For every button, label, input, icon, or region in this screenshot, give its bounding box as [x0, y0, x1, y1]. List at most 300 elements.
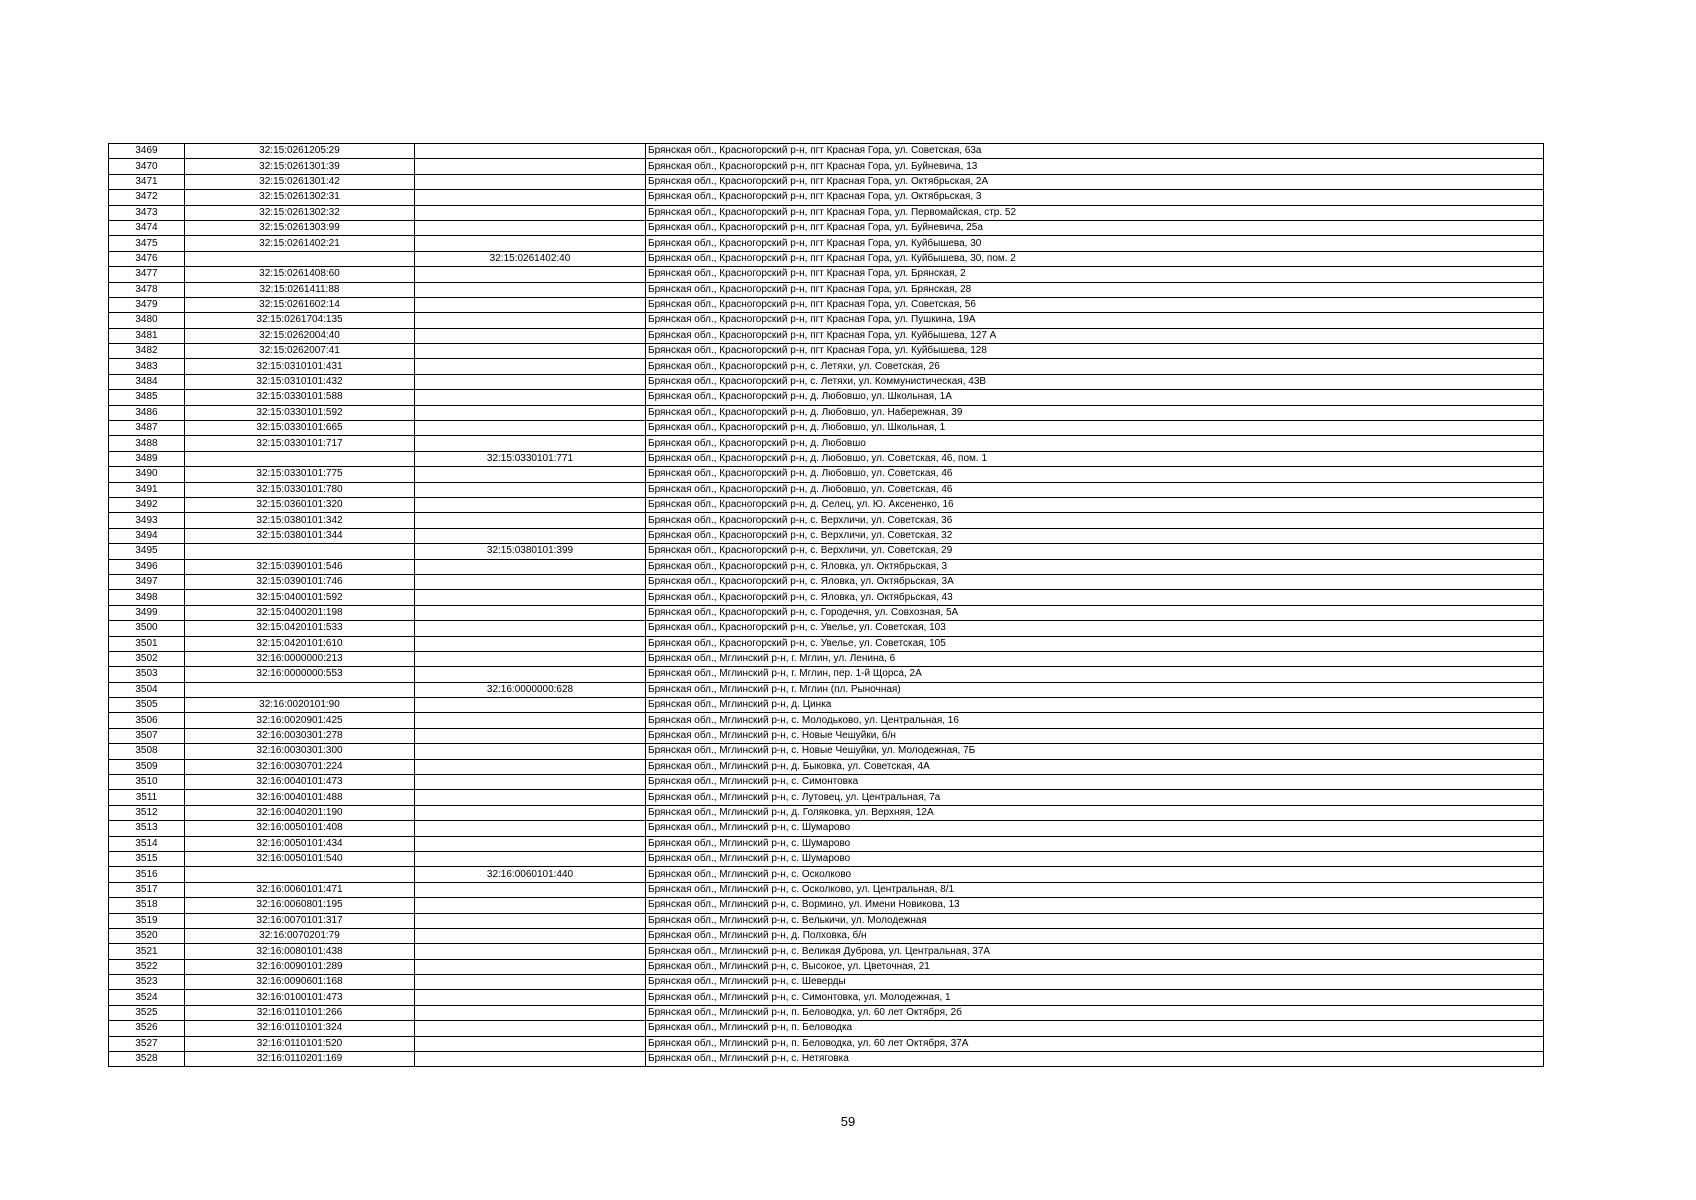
row-number-cell: 3500: [109, 621, 185, 636]
address-cell: Брянская обл., Красногорский р-н, пгт Красная Гора, ул. Первомайская, стр. 52: [646, 205, 1544, 220]
cadastral-number-alt-cell: [415, 190, 646, 205]
row-number-cell: 3488: [109, 436, 185, 451]
cadastral-number-cell: 32:15:0420101:533: [185, 621, 415, 636]
address-cell: Брянская обл., Мглинский р-н, г. Мглин (пл. Рыночная): [646, 682, 1544, 697]
table-row: [109, 728, 1544, 743]
address-cell: Брянская обл., Красногорский р-н, пгт Красная Гора, ул. Октябрьская, 3: [646, 190, 1544, 205]
row-number-cell: 3495: [109, 544, 185, 559]
row-number-cell: 3520: [109, 928, 185, 943]
address-cell: Брянская обл., Красногорский р-н, с. Яловка, ул. Октябрьская, 3: [646, 559, 1544, 574]
address-cell: Брянская обл., Красногорский р-н, с. Верхличи, ул. Советская, 36: [646, 513, 1544, 528]
table-row: [109, 682, 1544, 697]
cadastral-number-alt-cell: [415, 1005, 646, 1020]
table-row: [109, 821, 1544, 836]
cadastral-number-cell: 32:16:0040201:190: [185, 805, 415, 820]
row-number-cell: 3518: [109, 898, 185, 913]
table-row: [109, 144, 1544, 159]
row-number-cell: 3471: [109, 174, 185, 189]
table-row: [109, 436, 1544, 451]
cadastral-number-alt-cell: [415, 513, 646, 528]
table-row: [109, 667, 1544, 682]
table-row: [109, 836, 1544, 851]
cadastral-number-cell: 32:15:0380101:344: [185, 528, 415, 543]
cadastral-number-alt-cell: [415, 698, 646, 713]
row-number-cell: 3473: [109, 205, 185, 220]
cadastral-number-cell: 32:15:0261301:42: [185, 174, 415, 189]
cadastral-number-alt-cell: [415, 159, 646, 174]
table-row: [109, 928, 1544, 943]
cadastral-number-alt-cell: [415, 421, 646, 436]
row-number-cell: 3511: [109, 790, 185, 805]
cadastral-number-alt-cell: [415, 713, 646, 728]
cadastral-number-cell: 32:15:0360101:320: [185, 497, 415, 512]
row-number-cell: 3489: [109, 451, 185, 466]
table-row: [109, 328, 1544, 343]
cadastral-number-cell: 32:16:0020901:425: [185, 713, 415, 728]
table-row: [109, 205, 1544, 220]
row-number-cell: 3528: [109, 1052, 185, 1067]
row-number-cell: 3493: [109, 513, 185, 528]
table-row: [109, 944, 1544, 959]
cadastral-number-alt-cell: 32:16:0000000:628: [415, 682, 646, 697]
cadastral-number-cell: 32:16:0000000:553: [185, 667, 415, 682]
row-number-cell: 3482: [109, 344, 185, 359]
cadastral-number-alt-cell: [415, 236, 646, 251]
cadastral-number-alt-cell: [415, 975, 646, 990]
cadastral-number-alt-cell: [415, 821, 646, 836]
row-number-cell: 3509: [109, 759, 185, 774]
cadastral-number-alt-cell: [415, 928, 646, 943]
table-row: [109, 713, 1544, 728]
cadastral-number-cell: [185, 682, 415, 697]
row-number-cell: 3515: [109, 851, 185, 866]
cadastral-number-cell: 32:16:0110101:266: [185, 1005, 415, 1020]
cadastral-number-alt-cell: [415, 359, 646, 374]
address-cell: Брянская обл., Мглинский р-н, с. Новые Чешуйки, ул. Молодежная, 7Б: [646, 744, 1544, 759]
table-row: [109, 421, 1544, 436]
row-number-cell: 3498: [109, 590, 185, 605]
cadastral-number-alt-cell: [415, 482, 646, 497]
cadastral-number-alt-cell: [415, 390, 646, 405]
row-number-cell: 3475: [109, 236, 185, 251]
cadastral-number-cell: 32:15:0420101:610: [185, 636, 415, 651]
row-number-cell: 3477: [109, 267, 185, 282]
address-cell: Брянская обл., Мглинский р-н, с. Лутовец, ул. Центральная, 7а: [646, 790, 1544, 805]
cadastral-number-cell: 32:16:0090601:168: [185, 975, 415, 990]
cadastral-number-alt-cell: 32:16:0060101:440: [415, 867, 646, 882]
cadastral-number-cell: 32:15:0261408:60: [185, 267, 415, 282]
row-number-cell: 3494: [109, 528, 185, 543]
row-number-cell: 3516: [109, 867, 185, 882]
table-row: [109, 451, 1544, 466]
cadastral-number-alt-cell: [415, 267, 646, 282]
cadastral-number-alt-cell: [415, 1021, 646, 1036]
table-row: [109, 390, 1544, 405]
cadastral-number-alt-cell: [415, 528, 646, 543]
cadastral-number-cell: [185, 867, 415, 882]
cadastral-number-alt-cell: [415, 282, 646, 297]
row-number-cell: 3523: [109, 975, 185, 990]
table-row: [109, 544, 1544, 559]
address-cell: Брянская обл., Мглинский р-н, с. Велькичи, ул. Молодежная: [646, 913, 1544, 928]
row-number-cell: 3512: [109, 805, 185, 820]
cadastral-number-alt-cell: [415, 574, 646, 589]
row-number-cell: 3480: [109, 313, 185, 328]
address-cell: Брянская обл., Красногорский р-н, с. Увелье, ул. Советская, 105: [646, 636, 1544, 651]
cadastral-number-alt-cell: [415, 559, 646, 574]
cadastral-number-cell: 32:15:0390101:546: [185, 559, 415, 574]
address-cell: Брянская обл., Мглинский р-н, д. Полховка, б/н: [646, 928, 1544, 943]
cadastral-number-cell: 32:15:0261402:21: [185, 236, 415, 251]
cadastral-number-cell: 32:15:0261704:135: [185, 313, 415, 328]
table-row: [109, 698, 1544, 713]
cadastral-number-cell: 32:16:0030301:300: [185, 744, 415, 759]
table-row: [109, 559, 1544, 574]
address-cell: Брянская обл., Красногорский р-н, д. Любовшо, ул. Школьная, 1А: [646, 390, 1544, 405]
table-row: [109, 975, 1544, 990]
cadastral-number-alt-cell: [415, 805, 646, 820]
address-cell: Брянская обл., Мглинский р-н, г. Мглин, ул. Ленина, 6: [646, 651, 1544, 666]
table-row: [109, 913, 1544, 928]
cadastral-number-cell: 32:15:0261301:39: [185, 159, 415, 174]
cadastral-number-cell: 32:15:0330101:665: [185, 421, 415, 436]
address-cell: Брянская обл., Красногорский р-н, пгт Красная Гора, ул. Куйбышева, 127 А: [646, 328, 1544, 343]
table-row: [109, 790, 1544, 805]
cadastral-number-cell: 32:15:0330101:717: [185, 436, 415, 451]
table-row: [109, 636, 1544, 651]
address-cell: Брянская обл., Красногорский р-н, д. Любовшо, ул. Школьная, 1: [646, 421, 1544, 436]
cadastral-number-cell: 32:16:0050101:434: [185, 836, 415, 851]
cadastral-number-cell: 32:16:0020101:90: [185, 698, 415, 713]
row-number-cell: 3517: [109, 882, 185, 897]
cadastral-number-alt-cell: [415, 328, 646, 343]
cadastral-number-alt-cell: [415, 205, 646, 220]
table-row: [109, 590, 1544, 605]
address-cell: Брянская обл., Мглинский р-н, с. Высокое, ул. Цветочная, 21: [646, 959, 1544, 974]
address-cell: Брянская обл., Мглинский р-н, с. Новые Чешуйки, б/н: [646, 728, 1544, 743]
cadastral-number-cell: 32:16:0000000:213: [185, 651, 415, 666]
table-body: [109, 144, 1544, 1067]
row-number-cell: 3492: [109, 497, 185, 512]
table-row: [109, 267, 1544, 282]
cadastral-number-alt-cell: [415, 836, 646, 851]
table-row: [109, 744, 1544, 759]
address-cell: Брянская обл., Мглинский р-н, с. Осколково, ул. Центральная, 8/1: [646, 882, 1544, 897]
table-row: [109, 159, 1544, 174]
address-cell: Брянская обл., Мглинский р-н, с. Симонтовка: [646, 775, 1544, 790]
address-cell: Брянская обл., Красногорский р-н, пгт Красная Гора, ул. Октябрьская, 2А: [646, 174, 1544, 189]
row-number-cell: 3472: [109, 190, 185, 205]
address-cell: Брянская обл., Мглинский р-н, с. Шумарово: [646, 836, 1544, 851]
cadastral-number-cell: 32:15:0310101:432: [185, 374, 415, 389]
address-cell: Брянская обл., Красногорский р-н, пгт Красная Гора, ул. Куйбышева, 128: [646, 344, 1544, 359]
table-row: [109, 220, 1544, 235]
cadastral-number-alt-cell: [415, 913, 646, 928]
cadastral-number-cell: 32:16:0070101:317: [185, 913, 415, 928]
cadastral-number-alt-cell: [415, 959, 646, 974]
table-row: [109, 174, 1544, 189]
table-row: [109, 513, 1544, 528]
address-cell: Брянская обл., Красногорский р-н, с. Яловка, ул. Октябрьская, 43: [646, 590, 1544, 605]
cadastral-number-alt-cell: [415, 144, 646, 159]
row-number-cell: 3521: [109, 944, 185, 959]
cadastral-number-cell: 32:16:0070201:79: [185, 928, 415, 943]
address-cell: Брянская обл., Мглинский р-н, п. Беловодка: [646, 1021, 1544, 1036]
table-row: [109, 759, 1544, 774]
cadastral-number-alt-cell: [415, 790, 646, 805]
cadastral-number-cell: 32:16:0030301:278: [185, 728, 415, 743]
address-cell: Брянская обл., Красногорский р-н, пгт Красная Гора, ул. Брянская, 28: [646, 282, 1544, 297]
address-cell: Брянская обл., Мглинский р-н, д. Быковка, ул. Советская, 4А: [646, 759, 1544, 774]
cadastral-number-cell: 32:16:0110101:324: [185, 1021, 415, 1036]
cadastral-number-alt-cell: [415, 174, 646, 189]
address-cell: Брянская обл., Мглинский р-н, с. Молодьково, ул. Центральная, 16: [646, 713, 1544, 728]
cadastral-number-alt-cell: [415, 667, 646, 682]
cadastral-number-alt-cell: 32:15:0380101:399: [415, 544, 646, 559]
cadastral-number-cell: 32:15:0262007:41: [185, 344, 415, 359]
cadastral-number-cell: 32:15:0261303:99: [185, 220, 415, 235]
address-cell: Брянская обл., Красногорский р-н, д. Любовшо: [646, 436, 1544, 451]
cadastral-number-alt-cell: [415, 467, 646, 482]
row-number-cell: 3501: [109, 636, 185, 651]
table-row: [109, 297, 1544, 312]
address-cell: Брянская обл., Мглинский р-н, с. Симонтовка, ул. Молодежная, 1: [646, 990, 1544, 1005]
address-cell: Брянская обл., Красногорский р-н, д. Любовшо, ул. Советская, 46: [646, 467, 1544, 482]
cadastral-number-cell: [185, 544, 415, 559]
address-cell: Брянская обл., Мглинский р-н, п. Беловодка, ул. 60 лет Октября, 37А: [646, 1036, 1544, 1051]
row-number-cell: 3491: [109, 482, 185, 497]
cadastral-number-alt-cell: [415, 882, 646, 897]
cadastral-number-alt-cell: [415, 590, 646, 605]
cadastral-number-alt-cell: [415, 621, 646, 636]
address-cell: Брянская обл., Красногорский р-н, д. Любовшо, ул. Советская, 46: [646, 482, 1544, 497]
address-cell: Брянская обл., Красногорский р-н, пгт Красная Гора, ул. Пушкина, 19А: [646, 313, 1544, 328]
address-cell: Брянская обл., Красногорский р-н, пгт Красная Гора, ул. Советская, 63а: [646, 144, 1544, 159]
address-cell: Брянская обл., Красногорский р-н, с. Яловка, ул. Октябрьская, 3А: [646, 574, 1544, 589]
cadastral-number-alt-cell: [415, 497, 646, 512]
address-cell: Брянская обл., Мглинский р-н, с. Вормино, ул. Имени Новикова, 13: [646, 898, 1544, 913]
address-cell: Брянская обл., Красногорский р-н, с. Летяхи, ул. Советская, 26: [646, 359, 1544, 374]
table-row: [109, 990, 1544, 1005]
table-row: [109, 1036, 1544, 1051]
cadastral-number-cell: 32:15:0330101:775: [185, 467, 415, 482]
cadastral-number-cell: [185, 451, 415, 466]
address-cell: Брянская обл., Мглинский р-н, с. Великая Дуброва, ул. Центральная, 37А: [646, 944, 1544, 959]
cadastral-number-cell: 32:16:0040101:473: [185, 775, 415, 790]
cadastral-number-cell: 32:16:0080101:438: [185, 944, 415, 959]
row-number-cell: 3483: [109, 359, 185, 374]
row-number-cell: 3485: [109, 390, 185, 405]
cadastral-number-cell: 32:16:0110101:520: [185, 1036, 415, 1051]
table-row: [109, 282, 1544, 297]
address-cell: Брянская обл., Красногорский р-н, пгт Красная Гора, ул. Буйневича, 25а: [646, 220, 1544, 235]
table-row: [109, 313, 1544, 328]
cadastral-number-cell: 32:15:0330101:780: [185, 482, 415, 497]
cadastral-number-alt-cell: [415, 344, 646, 359]
cadastral-number-cell: 32:15:0261302:31: [185, 190, 415, 205]
cadastral-number-cell: 32:16:0110201:169: [185, 1052, 415, 1067]
table-row: [109, 482, 1544, 497]
table-row: [109, 405, 1544, 420]
row-number-cell: 3525: [109, 1005, 185, 1020]
page-number: 59: [840, 1114, 856, 1129]
table-row: [109, 898, 1544, 913]
table-row: [109, 1021, 1544, 1036]
address-cell: Брянская обл., Красногорский р-н, пгт Красная Гора, ул. Куйбышева, 30: [646, 236, 1544, 251]
cadastral-number-alt-cell: [415, 436, 646, 451]
address-cell: Брянская обл., Красногорский р-н, д. Любовшо, ул. Набережная, 39: [646, 405, 1544, 420]
table-row: [109, 959, 1544, 974]
table-row: [109, 236, 1544, 251]
cadastral-number-alt-cell: 32:15:0261402:40: [415, 251, 646, 266]
table-row: [109, 851, 1544, 866]
table-row: [109, 651, 1544, 666]
table-row: [109, 467, 1544, 482]
cadastral-number-cell: 32:15:0400201:198: [185, 605, 415, 620]
row-number-cell: 3519: [109, 913, 185, 928]
address-cell: Брянская обл., Красногорский р-н, пгт Красная Гора, ул. Советская, 56: [646, 297, 1544, 312]
address-cell: Брянская обл., Мглинский р-н, г. Мглин, пер. 1-й Щорса, 2А: [646, 667, 1544, 682]
cadastral-number-cell: 32:15:0330101:588: [185, 390, 415, 405]
row-number-cell: 3497: [109, 574, 185, 589]
row-number-cell: 3474: [109, 220, 185, 235]
cadastral-number-alt-cell: [415, 990, 646, 1005]
table-row: [109, 359, 1544, 374]
address-cell: Брянская обл., Красногорский р-н, пгт Красная Гора, ул. Буйневича, 13: [646, 159, 1544, 174]
cadastral-number-alt-cell: [415, 775, 646, 790]
row-number-cell: 3507: [109, 728, 185, 743]
row-number-cell: 3499: [109, 605, 185, 620]
property-table: [108, 143, 1544, 1067]
row-number-cell: 3506: [109, 713, 185, 728]
cadastral-number-cell: 32:15:0262004:40: [185, 328, 415, 343]
table-row: [109, 497, 1544, 512]
row-number-cell: 3527: [109, 1036, 185, 1051]
row-number-cell: 3469: [109, 144, 185, 159]
cadastral-number-cell: 32:16:0050101:540: [185, 851, 415, 866]
cadastral-number-alt-cell: [415, 898, 646, 913]
table-row: [109, 344, 1544, 359]
cadastral-number-cell: 32:16:0030701:224: [185, 759, 415, 774]
table-row: [109, 775, 1544, 790]
row-number-cell: 3476: [109, 251, 185, 266]
cadastral-number-cell: 32:16:0050101:408: [185, 821, 415, 836]
cadastral-number-alt-cell: [415, 651, 646, 666]
row-number-cell: 3513: [109, 821, 185, 836]
address-cell: Брянская обл., Красногорский р-н, с. Верхличи, ул. Советская, 29: [646, 544, 1544, 559]
row-number-cell: 3526: [109, 1021, 185, 1036]
cadastral-number-cell: 32:15:0400101:592: [185, 590, 415, 605]
address-cell: Брянская обл., Мглинский р-н, с. Шумарово: [646, 821, 1544, 836]
row-number-cell: 3503: [109, 667, 185, 682]
address-cell: Брянская обл., Красногорский р-н, с. Увелье, ул. Советская, 103: [646, 621, 1544, 636]
table-row: [109, 190, 1544, 205]
row-number-cell: 3505: [109, 698, 185, 713]
address-cell: Брянская обл., Мглинский р-н, с. Осколково: [646, 867, 1544, 882]
address-cell: Брянская обл., Мглинский р-н, д. Цинка: [646, 698, 1544, 713]
row-number-cell: 3486: [109, 405, 185, 420]
row-number-cell: 3524: [109, 990, 185, 1005]
row-number-cell: 3478: [109, 282, 185, 297]
cadastral-number-cell: 32:16:0100101:473: [185, 990, 415, 1005]
row-number-cell: 3496: [109, 559, 185, 574]
cadastral-number-cell: 32:15:0310101:431: [185, 359, 415, 374]
cadastral-number-cell: 32:15:0330101:592: [185, 405, 415, 420]
row-number-cell: 3502: [109, 651, 185, 666]
cadastral-number-alt-cell: [415, 605, 646, 620]
cadastral-number-alt-cell: [415, 944, 646, 959]
table-row: [109, 605, 1544, 620]
cadastral-number-cell: 32:15:0261205:29: [185, 144, 415, 159]
row-number-cell: 3479: [109, 297, 185, 312]
cadastral-number-alt-cell: [415, 405, 646, 420]
cadastral-number-alt-cell: [415, 636, 646, 651]
cadastral-number-cell: 32:15:0380101:342: [185, 513, 415, 528]
table-row: [109, 574, 1544, 589]
address-cell: Брянская обл., Красногорский р-н, пгт Красная Гора, ул. Куйбышева, 30, пом. 2: [646, 251, 1544, 266]
cadastral-number-alt-cell: 32:15:0330101:771: [415, 451, 646, 466]
cadastral-number-cell: 32:15:0261602:14: [185, 297, 415, 312]
row-number-cell: 3522: [109, 959, 185, 974]
address-cell: Брянская обл., Красногорский р-н, с. Городечня, ул. Совхозная, 5А: [646, 605, 1544, 620]
row-number-cell: 3514: [109, 836, 185, 851]
row-number-cell: 3470: [109, 159, 185, 174]
address-cell: Брянская обл., Красногорский р-н, пгт Красная Гора, ул. Брянская, 2: [646, 267, 1544, 282]
cadastral-number-cell: 32:16:0040101:488: [185, 790, 415, 805]
cadastral-number-alt-cell: [415, 1036, 646, 1051]
table-row: [109, 374, 1544, 389]
cadastral-number-alt-cell: [415, 728, 646, 743]
address-cell: Брянская обл., Красногорский р-н, д. Селец, ул. Ю. Аксененко, 16: [646, 497, 1544, 512]
address-cell: Брянская обл., Красногорский р-н, д. Любовшо, ул. Советская, 46, пом. 1: [646, 451, 1544, 466]
address-cell: Брянская обл., Красногорский р-н, с. Летяхи, ул. Коммунистическая, 43В: [646, 374, 1544, 389]
table-row: [109, 1052, 1544, 1067]
row-number-cell: 3481: [109, 328, 185, 343]
address-cell: Брянская обл., Мглинский р-н, с. Шеверды: [646, 975, 1544, 990]
table-row: [109, 1005, 1544, 1020]
row-number-cell: 3490: [109, 467, 185, 482]
cadastral-number-cell: [185, 251, 415, 266]
row-number-cell: 3508: [109, 744, 185, 759]
table-row: [109, 867, 1544, 882]
address-cell: Брянская обл., Мглинский р-н, с. Нетяговка: [646, 1052, 1544, 1067]
row-number-cell: 3510: [109, 775, 185, 790]
address-cell: Брянская обл., Мглинский р-н, с. Шумарово: [646, 851, 1544, 866]
cadastral-number-alt-cell: [415, 759, 646, 774]
cadastral-number-alt-cell: [415, 851, 646, 866]
cadastral-number-cell: 32:15:0261411:88: [185, 282, 415, 297]
address-cell: Брянская обл., Красногорский р-н, с. Верхличи, ул. Советская, 32: [646, 528, 1544, 543]
cadastral-number-cell: 32:16:0090101:289: [185, 959, 415, 974]
row-number-cell: 3487: [109, 421, 185, 436]
cadastral-number-alt-cell: [415, 313, 646, 328]
row-number-cell: 3484: [109, 374, 185, 389]
cadastral-number-alt-cell: [415, 297, 646, 312]
cadastral-number-cell: 32:15:0390101:746: [185, 574, 415, 589]
row-number-cell: 3504: [109, 682, 185, 697]
cadastral-number-cell: 32:16:0060101:471: [185, 882, 415, 897]
address-cell: Брянская обл., Мглинский р-н, п. Беловодка, ул. 60 лет Октября, 2б: [646, 1005, 1544, 1020]
cadastral-number-alt-cell: [415, 744, 646, 759]
table-row: [109, 805, 1544, 820]
address-cell: Брянская обл., Мглинский р-н, д. Голяковка, ул. Верхняя, 12А: [646, 805, 1544, 820]
cadastral-number-cell: 32:15:0261302:32: [185, 205, 415, 220]
table-row: [109, 882, 1544, 897]
table-row: [109, 528, 1544, 543]
cadastral-number-alt-cell: [415, 1052, 646, 1067]
table-row: [109, 621, 1544, 636]
table-row: [109, 251, 1544, 266]
